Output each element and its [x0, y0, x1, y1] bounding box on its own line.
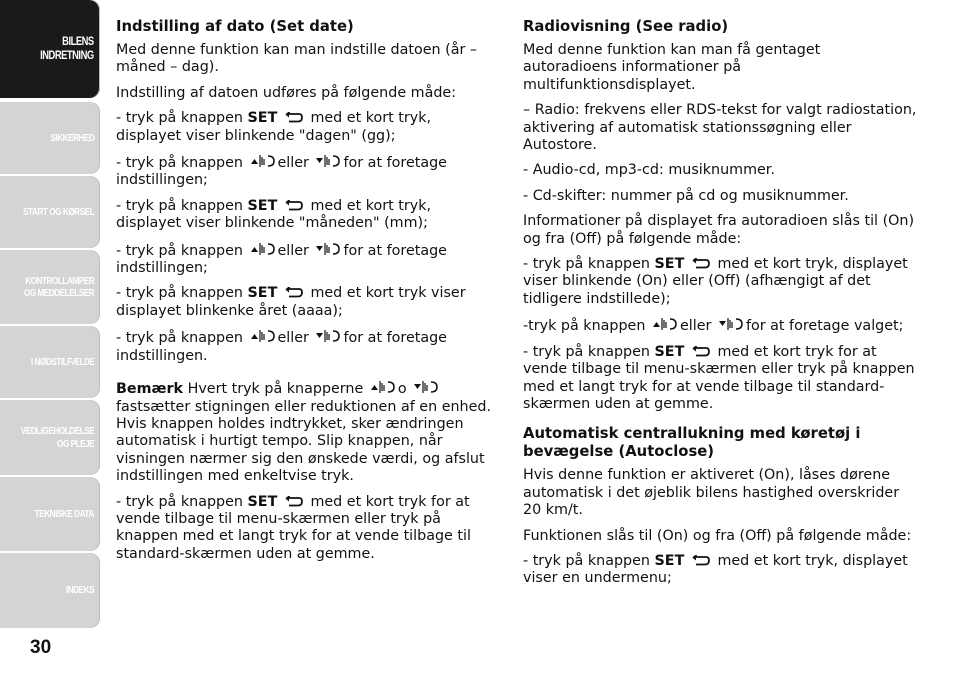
- up-button-icon: [250, 328, 276, 344]
- set-button-icon: [284, 112, 304, 124]
- paragraph: – Radio: frekvens eller RDS-tekst for valgt radiostation, aktivering af automatisk stationssøgning eller Autostore.: [523, 102, 917, 154]
- paragraph: - Cd-skifter: nummer på cd og musiknummer.: [523, 187, 849, 204]
- tab-sikkerhed[interactable]: SIKKERHED: [0, 102, 100, 174]
- step: - tryk på knappen eller for at foretage indstillingen;: [116, 155, 447, 189]
- paragraph: Med denne funktion kan man indstille datoen (år – måned – dag).: [116, 42, 478, 76]
- set-button-icon: [284, 287, 304, 299]
- left-column: [116, 18, 494, 571]
- right-column: [523, 18, 918, 596]
- down-button-icon: [413, 379, 439, 395]
- step: - tryk på knappen SET med et kort tryk viser displayet blinkenke året (aaaa);: [116, 285, 466, 319]
- paragraph: - Audio-cd, mp3-cd: musiknummer.: [523, 162, 775, 179]
- down-button-icon: [315, 328, 341, 344]
- set-keyword: SET: [247, 493, 278, 510]
- set-keyword: SET: [247, 197, 278, 214]
- heading-set-date: Indstilling af dato (Set date): [116, 18, 354, 35]
- set-button-icon: [691, 555, 711, 567]
- set-keyword: SET: [654, 552, 685, 569]
- paragraph: Hvis denne funktion er aktiveret (On), låses dørene automatisk i det øjeblik bilens hastighed overskrider 20 km/t.: [523, 467, 900, 519]
- step: - tryk på knappen SET med et kort tryk, displayet viser en undermenu;: [523, 552, 908, 587]
- note: Bemærk Hvert tryk på knapperne o fastsætter stigningen eller reduktionen af en enhed. Hvis knappen holdes indtrykket, sker ændringen automatisk i hurtigt tempo. Slip knappen, når visningen nærmer sig den ønskede værdi, og afslut indstillingen med enkeltvise tryk.: [116, 381, 492, 485]
- set-button-icon: [691, 346, 711, 358]
- set-keyword: SET: [654, 256, 685, 273]
- page-number: 30: [30, 637, 52, 658]
- step: - tryk på knappen eller for at foretage indstillingen;: [116, 242, 447, 277]
- set-keyword: SET: [247, 285, 278, 302]
- tab-vedligeholdelse[interactable]: VEDLIGEHOLDELSE OG PLEJE: [0, 400, 100, 475]
- set-button-icon: [691, 258, 711, 270]
- tab-i-nodstilfaelde[interactable]: I NØDSTILFÆLDE: [0, 326, 100, 398]
- step: -tryk på knappen eller for at foretage valget;: [523, 318, 904, 335]
- tab-tekniske-data[interactable]: TEKNISKE DATA: [0, 477, 100, 551]
- step: - tryk på knappen SET med et kort tryk for at vende tilbage til menu-skærmen eller tryk på knappen med et langt tryk for at vende tilbage til standard-skærmen uden at gemme.: [116, 493, 471, 562]
- up-button-icon: [652, 316, 678, 332]
- note-label: Bemærk: [116, 381, 184, 398]
- up-button-icon: [250, 241, 276, 257]
- step: - tryk på knappen SET med et kort tryk for at vende tilbage til menu-skærmen eller tryk på knappen med et langt tryk for at vende tilbage til standard-skærmen uden at gemme.: [523, 343, 915, 412]
- set-button-icon: [284, 496, 304, 508]
- step: - tryk på knappen SET med et kort tryk, displayet viser blinkende (On) eller (Off) (afhængigt af det tidligere indstillede);: [523, 256, 908, 307]
- paragraph: Med denne funktion kan man få gentaget autoradioens informationer på multifunktionsdisplayet.: [523, 42, 821, 93]
- step: - tryk på knappen SET med et kort tryk, displayet viser blinkende "måneden" (mm);: [116, 197, 432, 232]
- chapter-tabs: [0, 0, 100, 640]
- tab-bilens-indretning[interactable]: BILENS INDRETNING: [0, 0, 100, 98]
- down-button-icon: [718, 316, 744, 332]
- set-keyword: SET: [654, 343, 685, 360]
- paragraph: Funktionen slås til (On) og fra (Off) på følgende måde:: [523, 527, 912, 544]
- paragraph: Informationer på displayet fra autoradioen slås til (On) og fra (Off) på følgende måde:: [523, 213, 915, 247]
- set-keyword: SET: [247, 110, 278, 127]
- tab-indeks[interactable]: INDEKS: [0, 553, 100, 628]
- up-button-icon: [250, 153, 276, 169]
- up-button-icon: [370, 379, 396, 395]
- heading-see-radio: Radiovisning (See radio): [523, 18, 729, 35]
- step: - tryk på knappen eller for at foretage indstillingen.: [116, 330, 447, 364]
- paragraph: Indstilling af datoen udføres på følgende måde:: [116, 84, 457, 101]
- tab-start-og-korsel[interactable]: START OG KØRSEL: [0, 176, 100, 248]
- set-button-icon: [284, 200, 304, 212]
- down-button-icon: [315, 153, 341, 169]
- down-button-icon: [315, 241, 341, 257]
- tab-kontrollamper[interactable]: KONTROLLAMPER OG MEDDELELSER: [0, 250, 100, 324]
- heading-autoclose: Automatisk centrallukning med køretøj i bevægelse (Autoclose): [523, 425, 861, 461]
- step: - tryk på knappen SET med et kort tryk, displayet viser blinkende "dagen" (gg);: [116, 110, 432, 144]
